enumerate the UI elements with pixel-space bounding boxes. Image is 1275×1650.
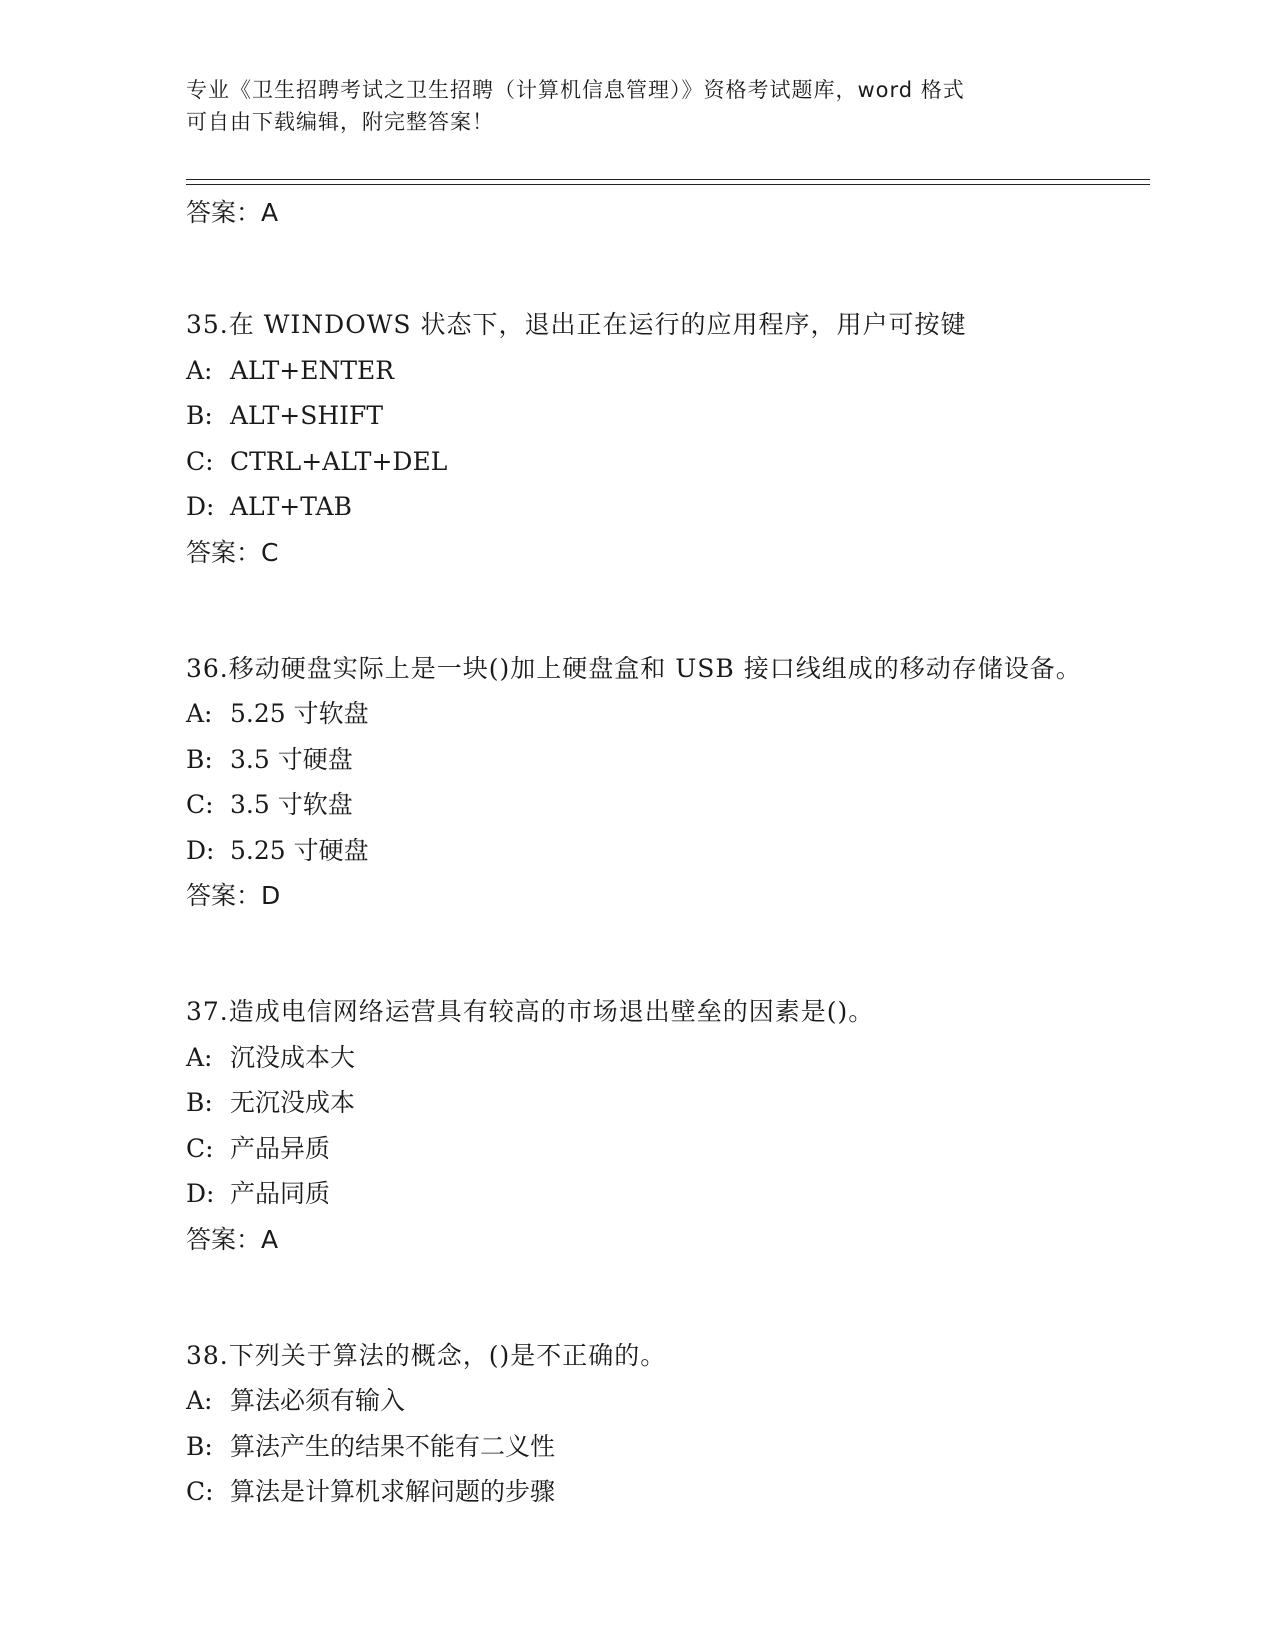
- option-text: 5.25 寸硬盘: [230, 835, 369, 865]
- option-text: ALT+ENTER: [230, 355, 395, 385]
- header-line-1: 专业《卫生招聘考试之卫生招聘（计算机信息管理）》资格考试题库，word 格式: [186, 78, 965, 102]
- option-text: 3.5 寸软盘: [230, 790, 353, 819]
- header-divider-bottom: [186, 184, 1150, 185]
- question-37: 37.造成电信网络运营具有较高的市场退出壁垒的因素是()。: [186, 997, 875, 1026]
- option-37-a: [186, 1035, 1086, 1081]
- option-38-c: [186, 1469, 1086, 1515]
- option-36-b: [186, 737, 1086, 783]
- question-35: 35.在 WINDOWS 状态下，退出正在运行的应用程序，用户可按键: [186, 310, 967, 339]
- option-key: A:: [186, 1042, 213, 1072]
- option-text: 算法必须有输入: [230, 1386, 406, 1415]
- spacer: [186, 1263, 1086, 1333]
- option-text: 5.25 寸软盘: [230, 699, 369, 728]
- question-list: [186, 190, 1086, 1515]
- option-key: A:: [186, 1386, 213, 1415]
- option-key: C:: [186, 446, 214, 476]
- option-text: CTRL+ALT+DEL: [230, 446, 448, 476]
- header-line-2: 可自由下载编辑，附完整答案！: [186, 110, 494, 134]
- option-38-b: [186, 1424, 1086, 1470]
- option-key: B:: [186, 744, 213, 774]
- option-text: 无沉没成本: [230, 1088, 356, 1117]
- spacer: [186, 919, 1086, 989]
- option-text: 产品同质: [230, 1179, 331, 1208]
- option-37-b: [186, 1080, 1086, 1126]
- option-key: A:: [186, 355, 213, 385]
- option-key: C:: [186, 790, 214, 819]
- option-35-a: [186, 348, 1086, 394]
- option-key: D:: [186, 492, 215, 521]
- option-35-d: [186, 484, 1086, 530]
- spacer: [186, 576, 1086, 646]
- option-key: C:: [186, 1477, 214, 1506]
- option-text: ALT+SHIFT: [230, 401, 384, 430]
- question-36: 36.移动硬盘实际上是一块()加上硬盘盒和 USB 接口线组成的移动存储设备。: [186, 653, 1082, 683]
- option-37-c: [186, 1126, 1086, 1172]
- option-36-c: [186, 782, 1086, 828]
- option-35-b: [186, 393, 1086, 439]
- option-text: 算法产生的结果不能有二义性: [230, 1431, 556, 1461]
- option-key: D:: [186, 835, 215, 865]
- option-text: 产品异质: [230, 1133, 331, 1163]
- option-35-c: [186, 439, 1086, 485]
- option-text: ALT+TAB: [230, 492, 352, 521]
- option-37-d: [186, 1171, 1086, 1217]
- answer-35: 答案：C: [186, 537, 279, 567]
- option-key: B:: [186, 1431, 213, 1461]
- option-key: D:: [186, 1179, 215, 1208]
- option-38-a: [186, 1378, 1086, 1424]
- option-text: 3.5 寸硬盘: [230, 744, 353, 774]
- document-header: [186, 74, 1086, 138]
- option-36-a: [186, 691, 1086, 737]
- option-key: A:: [186, 699, 213, 728]
- option-key: B:: [186, 401, 213, 430]
- option-36-d: [186, 828, 1086, 874]
- answer-37: 答案：A: [186, 1224, 279, 1254]
- question-38: 38.下列关于算法的概念，()是不正确的。: [186, 1340, 667, 1370]
- spacer: [186, 236, 1086, 302]
- option-key: C:: [186, 1133, 214, 1163]
- answer-36: 答案：D: [186, 881, 281, 910]
- option-text: 沉没成本大: [230, 1042, 356, 1072]
- option-text: 算法是计算机求解问题的步骤: [230, 1477, 556, 1506]
- header-divider-top: [186, 179, 1150, 180]
- option-key: B:: [186, 1088, 213, 1117]
- answer-prev: 答案：A: [186, 198, 279, 227]
